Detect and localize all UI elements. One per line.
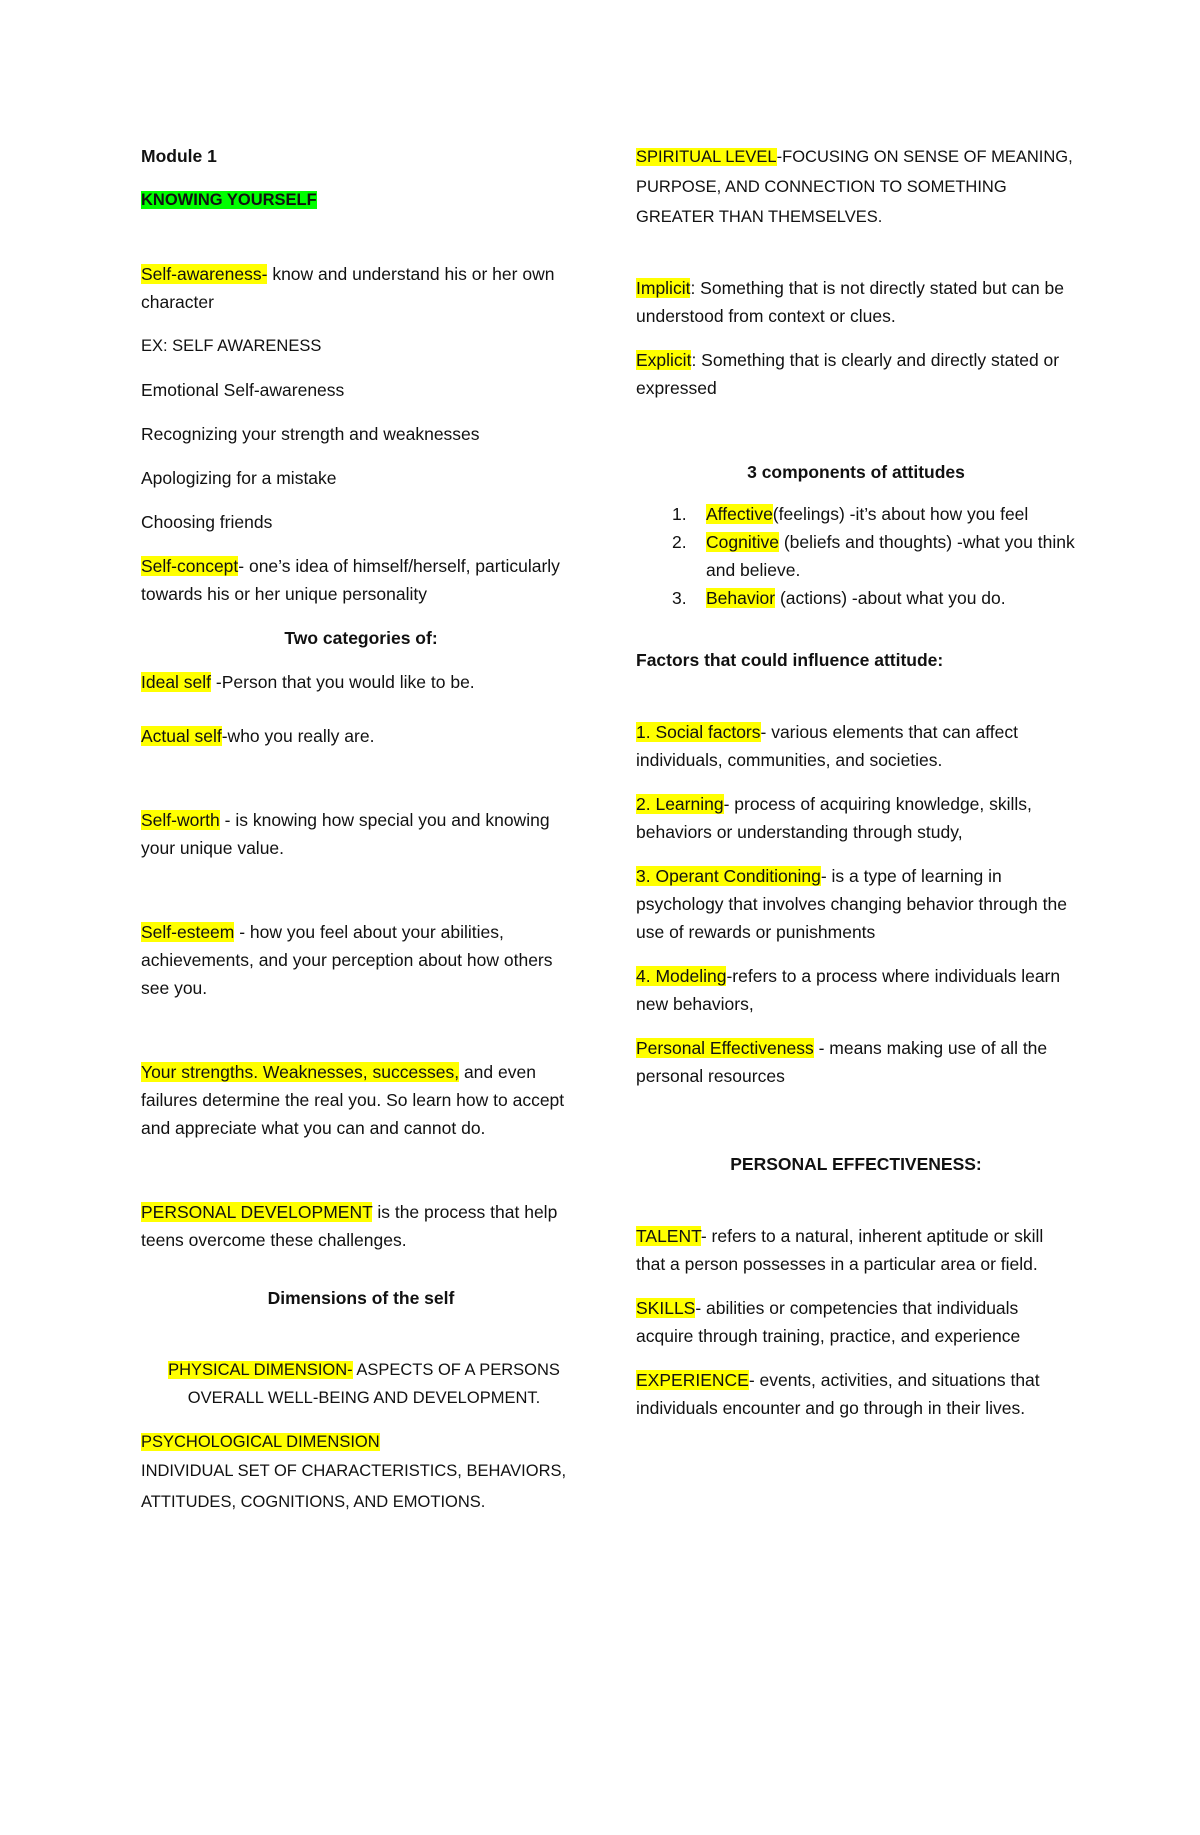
self-awareness-definition: Self-awareness- know and understand his or her own character [141,264,555,312]
factor-item: 3. Operant Conditioning- is a type of learning in psychology that involves changing behavior through the use of rewards or punishments [636,866,1067,942]
list-item: 1. Affective(feelings) -it’s about how you feel [672,504,1029,524]
factors-heading: Factors that could influence attitude: [636,650,944,670]
explicit-definition: Explicit: Something that is clearly and directly stated or expressed [636,350,1060,398]
example-item: Recognizing your strength and weaknesses [141,424,480,444]
example-item: Emotional Self-awareness [141,380,345,400]
ideal-self-definition: Ideal self -Person that you would like to be. [141,672,475,692]
psychological-dimension-definition: INDIVIDUAL SET OF CHARACTERISTICS, BEHAVIORS, ATTITUDES, COGNITIONS, AND EMOTIONS. [141,1462,567,1511]
list-item: 2. Cognitive (beliefs and thoughts) -what you think and believe. [672,532,1075,580]
actual-self-definition: Actual self-who you really are. [141,726,375,746]
right-column [636,142,1076,1422]
module-title: Module 1 [141,146,217,166]
physical-dimension: PHYSICAL DIMENSION- ASPECTS OF A PERSONS OVERALL WELL-BEING AND DEVELOPMENT. [168,1361,560,1407]
example-item: Apologizing for a mistake [141,468,337,488]
skills-definition: SKILLS- abilities or competencies that individuals acquire through training, practice, and experience [636,1298,1021,1346]
experience-definition: EXPERIENCE- events, activities, and situations that individuals encounter and go through in their lives. [636,1370,1040,1418]
left-column [141,142,581,1518]
example-title: EX: SELF AWARENESS [141,337,322,355]
components-list [636,500,1076,612]
personal-effectiveness-heading: PERSONAL EFFECTIVENESS: [730,1154,982,1174]
spiritual-level-definition: SPIRITUAL LEVEL-FOCUSING ON SENSE OF MEANING, PURPOSE, AND CONNECTION TO SOMETHING GREATER THAN THEMSELVES. [636,148,1073,226]
psychological-dimension-term: PSYCHOLOGICAL DIMENSION [141,1433,380,1451]
talent-definition: TALENT- refers to a natural, inherent aptitude or skill that a person possesses in a particular area or field. [636,1226,1044,1274]
factor-item: 4. Modeling-refers to a process where individuals learn new behaviors, [636,966,1061,1014]
personal-development-paragraph: PERSONAL DEVELOPMENT is the process that help teens overcome these challenges. [141,1202,558,1250]
strengths-paragraph: Your strengths. Weaknesses, successes, and even failures determine the real you. So learn how to accept and appreciate what you can and cannot do. [141,1062,565,1138]
factor-item: 2. Learning- process of acquiring knowledge, skills, behaviors or understanding through study, [636,794,1032,842]
factor-item: 1. Social factors- various elements that can affect individuals, communities, and societies. [636,722,1018,770]
implicit-definition: Implicit: Something that is not directly stated but can be understood from context or clues. [636,278,1065,326]
self-esteem-definition: Self-esteem - how you feel about your abilities, achievements, and your perception about how others see you. [141,922,553,998]
two-categories-heading: Two categories of: [284,628,438,648]
list-item: 3. Behavior (actions) -about what you do. [672,588,1006,608]
example-item: Choosing friends [141,512,273,532]
self-concept-definition: Self-concept- one’s idea of himself/herself, particularly towards his or her unique personality [141,556,560,604]
self-worth-definition: Self-worth - is knowing how special you and knowing your unique value. [141,810,550,858]
section-title: KNOWING YOURSELF [141,191,317,209]
components-heading: 3 components of attitudes [747,462,965,482]
dimensions-heading: Dimensions of the self [267,1288,455,1308]
personal-effectiveness-definition: Personal Effectiveness - means making use of all the personal resources [636,1038,1048,1086]
